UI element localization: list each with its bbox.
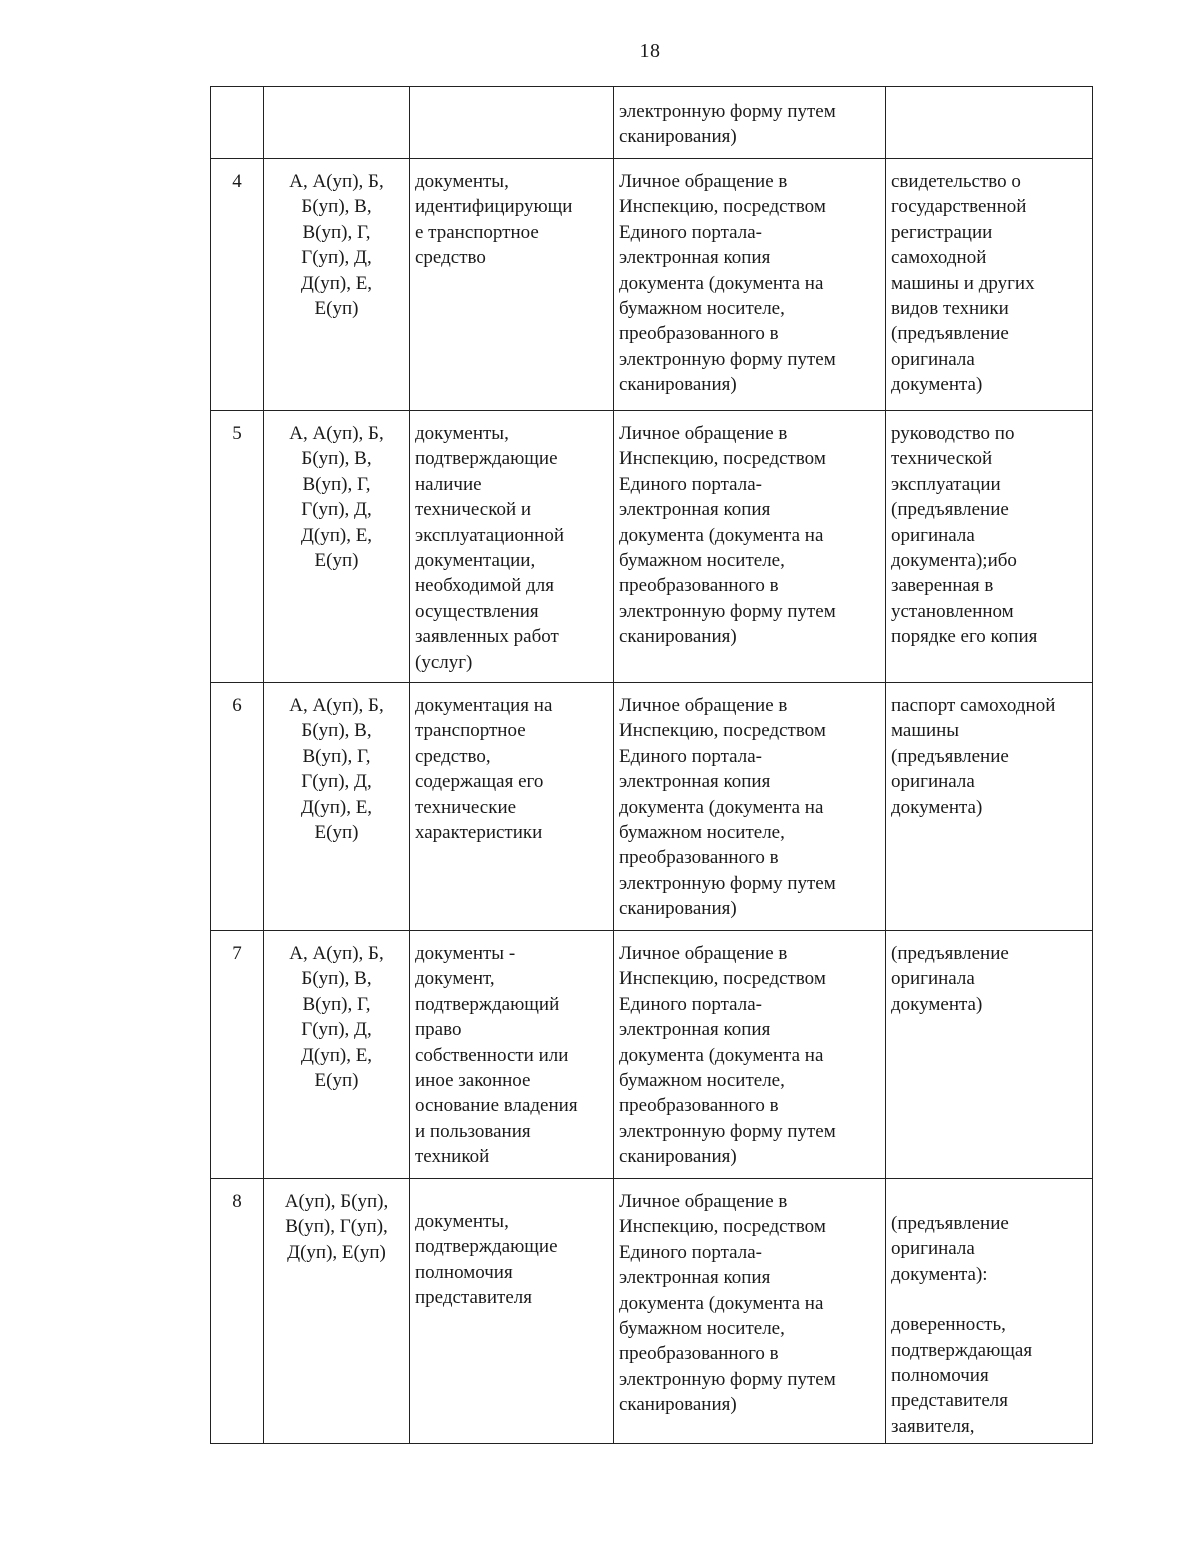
document-cell: документы, идентифицирующи е транспортное средство [410, 159, 614, 411]
document-example-cell [886, 87, 1093, 159]
row-number-cell: 8 [211, 1179, 264, 1444]
document-example-cell [886, 1179, 1093, 1444]
row-number-cell: 7 [211, 931, 264, 1179]
document-example-cell: паспорт самоходной машины (предъявление оригинала документа) [886, 683, 1093, 931]
categories-cell: А, А(уп), Б, Б(уп), В, В(уп), Г, Г(уп), Д, Д(уп), Е, Е(уп) [264, 683, 410, 931]
example-text: (предъявление оригинала документа): [891, 1213, 1009, 1285]
table-row [211, 683, 1093, 931]
submission-method-cell: Личное обращение в Инспекцию, посредством Единого портала- электронная копия документа (документа на бумажном носителе, преобразованного в электронную форму путем сканирования) [614, 411, 886, 683]
document-cell [410, 87, 614, 159]
documents-table [210, 86, 1093, 1444]
submission-method-cell: Личное обращение в Инспекцию, посредством Единого портала- электронная копия документа (документа на бумажном носителе, преобразованного в электронную форму путем сканирования) [614, 683, 886, 931]
row-number-cell [211, 87, 264, 159]
categories-cell: А, А(уп), Б, Б(уп), В, В(уп), Г, Г(уп), Д, Д(уп), Е, Е(уп) [264, 411, 410, 683]
document-cell: документы, подтверждающие полномочия представителя [410, 1179, 614, 1444]
document-cell: документы - документ, подтверждающий право собственности или иное законное основание владения и пользования техникой [410, 931, 614, 1179]
row-number-cell: 5 [211, 411, 264, 683]
submission-method-cell: Личное обращение в Инспекцию, посредством Единого портала- электронная копия документа (документа на бумажном носителе, преобразованного в электронную форму путем сканирования) [614, 931, 886, 1179]
categories-cell: А, А(уп), Б, Б(уп), В, В(уп), Г, Г(уп), Д, Д(уп), Е, Е(уп) [264, 159, 410, 411]
document-example-cell: свидетельство о государственной регистрации самоходной машины и других видов техники (предъявление оригинала документа) [886, 159, 1093, 411]
document-cell: документы, подтверждающие наличие технической и эксплуатационной документации, необходимой для осуществления заявленных работ (услуг) [410, 411, 614, 683]
table-row [211, 411, 1093, 683]
categories-cell [264, 87, 410, 159]
table-row-continued [211, 87, 1093, 159]
table-row [211, 931, 1093, 1179]
row-number-cell: 6 [211, 683, 264, 931]
document-cell: документация на транспортное средство, содержащая его технические характеристики [410, 683, 614, 931]
document-example-cell: (предъявление оригинала документа) [886, 931, 1093, 1179]
document-example-cell: руководство по технической эксплуатации (предъявление оригинала документа);ибо заверенная в установленном порядке его копия [886, 411, 1093, 683]
categories-cell: А(уп), Б(уп), В(уп), Г(уп), Д(уп), Е(уп) [264, 1179, 410, 1444]
table-row [211, 1179, 1093, 1444]
page-number: 18 [639, 40, 661, 62]
submission-method-cell: Личное обращение в Инспекцию, посредством Единого портала- электронная копия документа (документа на бумажном носителе, преобразованного в электронную форму путем сканирования) [614, 1179, 886, 1444]
table-row [211, 159, 1093, 411]
example-extra-text: доверенность, подтверждающая полномочия представителя заявителя, [891, 1314, 1033, 1437]
row-number-cell: 4 [211, 159, 264, 411]
spacer [891, 1287, 1087, 1312]
submission-method-cell: Личное обращение в Инспекцию, посредством Единого портала- электронная копия документа (документа на бумажном носителе, преобразованного в электронную форму путем сканирования) [614, 159, 886, 411]
categories-cell: А, А(уп), Б, Б(уп), В, В(уп), Г, Г(уп), Д, Д(уп), Е, Е(уп) [264, 931, 410, 1179]
submission-method-cell: электронную форму путем сканирования) [614, 87, 886, 159]
